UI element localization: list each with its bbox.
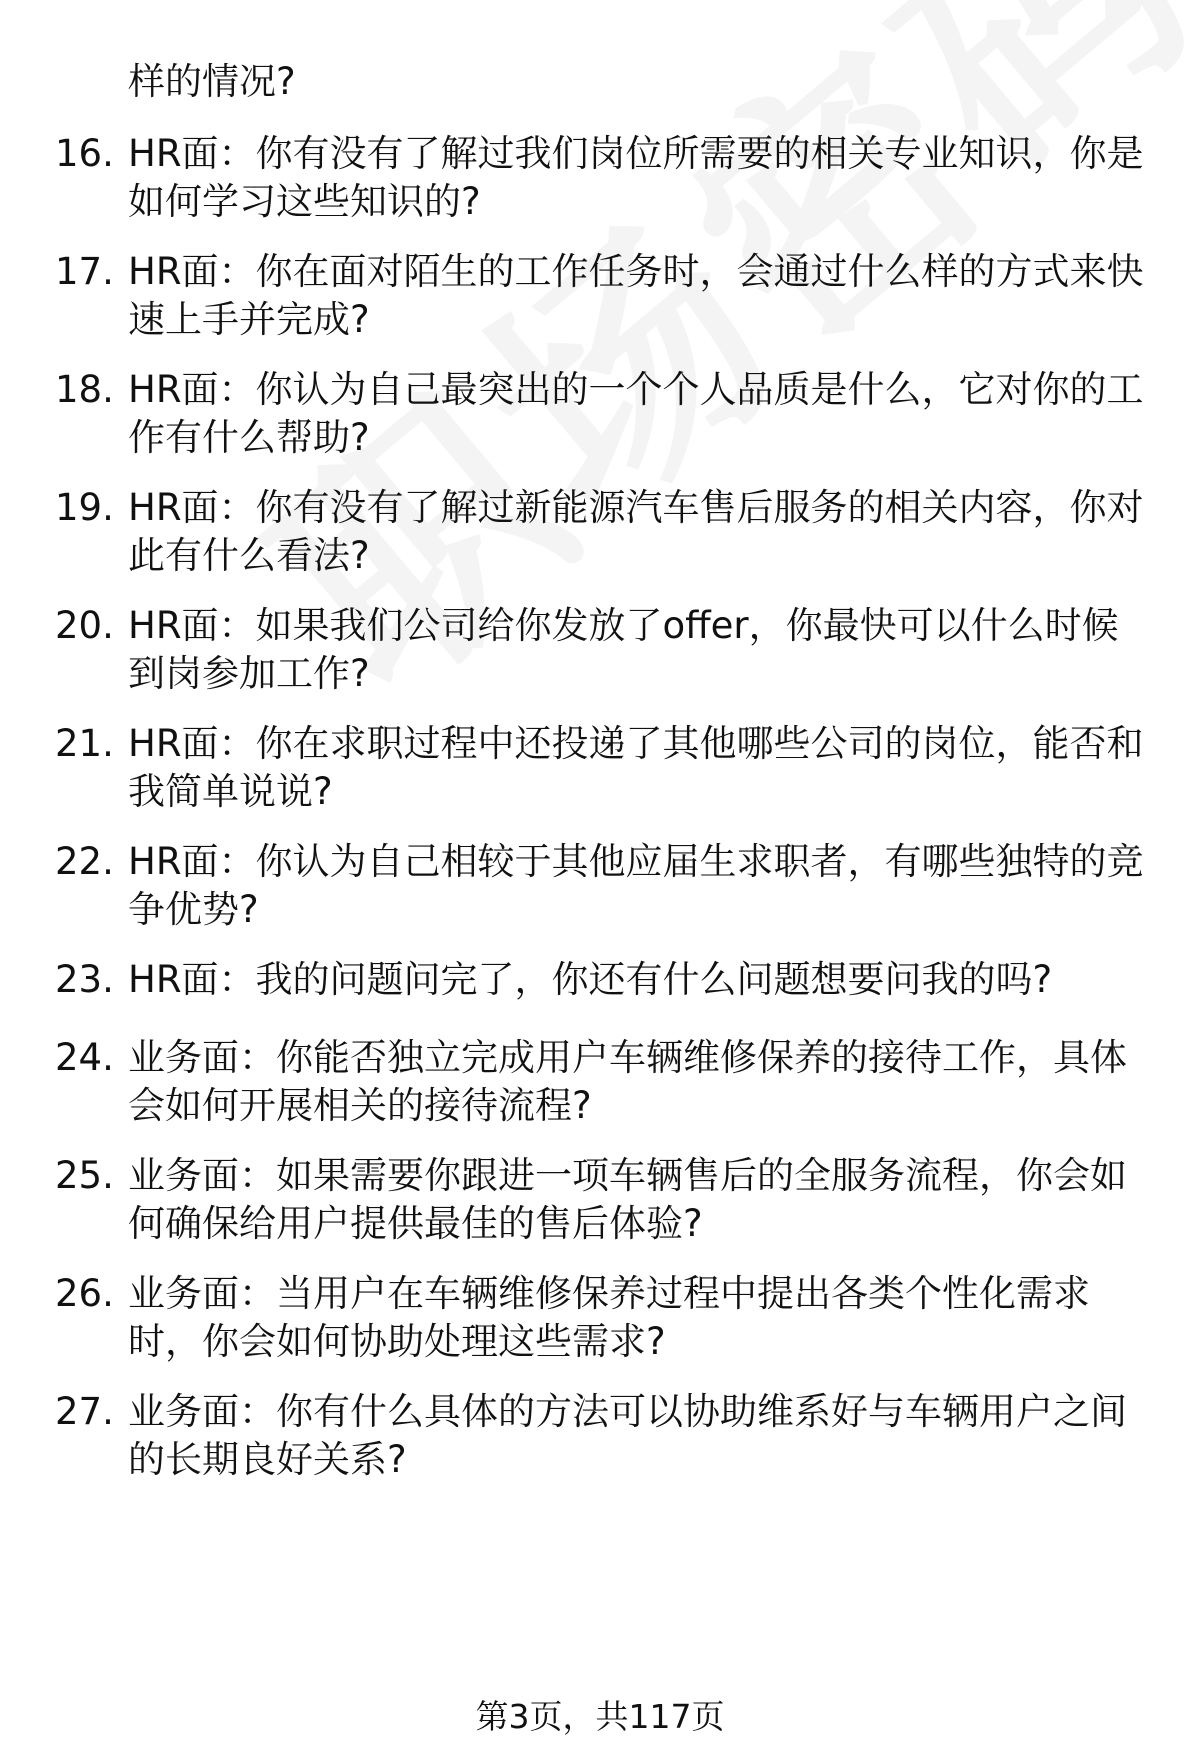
- item-number: 22.: [55, 840, 114, 883]
- item-number: 20.: [55, 604, 114, 647]
- item-number: 26.: [55, 1272, 114, 1315]
- item-text: HR面：你认为自己相较于其他应届生求职者，有哪些独特的竞争优势?: [128, 840, 1144, 931]
- item-number: 18.: [55, 368, 114, 411]
- continuation-text: 样的情况?: [128, 60, 296, 103]
- item-number: 21.: [55, 722, 114, 765]
- page-footer: 第3页，共117页: [475, 1697, 725, 1736]
- item-number: 19.: [55, 486, 114, 529]
- item-text: 业务面：你有什么具体的方法可以协助维系好与车辆用户之间的长期良好关系?: [128, 1390, 1127, 1481]
- item-text: HR面：你认为自己最突出的一个个人品质是什么，它对你的工作有什么帮助?: [128, 368, 1144, 459]
- item-text: HR面：我的问题问完了，你还有什么问题想要问我的吗?: [128, 958, 1053, 1001]
- item-number: 27.: [55, 1390, 114, 1433]
- item-text: HR面：你在求职过程中还投递了其他哪些公司的岗位，能否和我简单说说?: [128, 722, 1144, 813]
- item-text: HR面：你有没有了解过新能源汽车售后服务的相关内容，你对此有什么看法?: [128, 486, 1144, 577]
- item-number: 23.: [55, 958, 114, 1001]
- item-text: HR面：你有没有了解过我们岗位所需要的相关专业知识，你是如何学习这些知识的?: [128, 132, 1144, 223]
- item-number: 25.: [55, 1154, 114, 1197]
- item-number: 17.: [55, 250, 114, 293]
- item-text: 业务面：如果需要你跟进一项车辆售后的全服务流程，你会如何确保给用户提供最佳的售后体验?: [128, 1154, 1127, 1245]
- item-text: 业务面：你能否独立完成用户车辆维修保养的接待工作，具体会如何开展相关的接待流程?: [128, 1036, 1127, 1127]
- item-number: 24.: [55, 1036, 114, 1079]
- item-text: HR面：如果我们公司给你发放了offer，你最快可以什么时候到岗参加工作?: [128, 604, 1119, 695]
- item-number: 16.: [55, 132, 114, 175]
- item-text: HR面：你在面对陌生的工作任务时，会通过什么样的方式来快速上手并完成?: [128, 250, 1144, 341]
- item-text: 业务面：当用户在车辆维修保养过程中提出各类个性化需求时，你会如何协助处理这些需求?: [128, 1272, 1090, 1363]
